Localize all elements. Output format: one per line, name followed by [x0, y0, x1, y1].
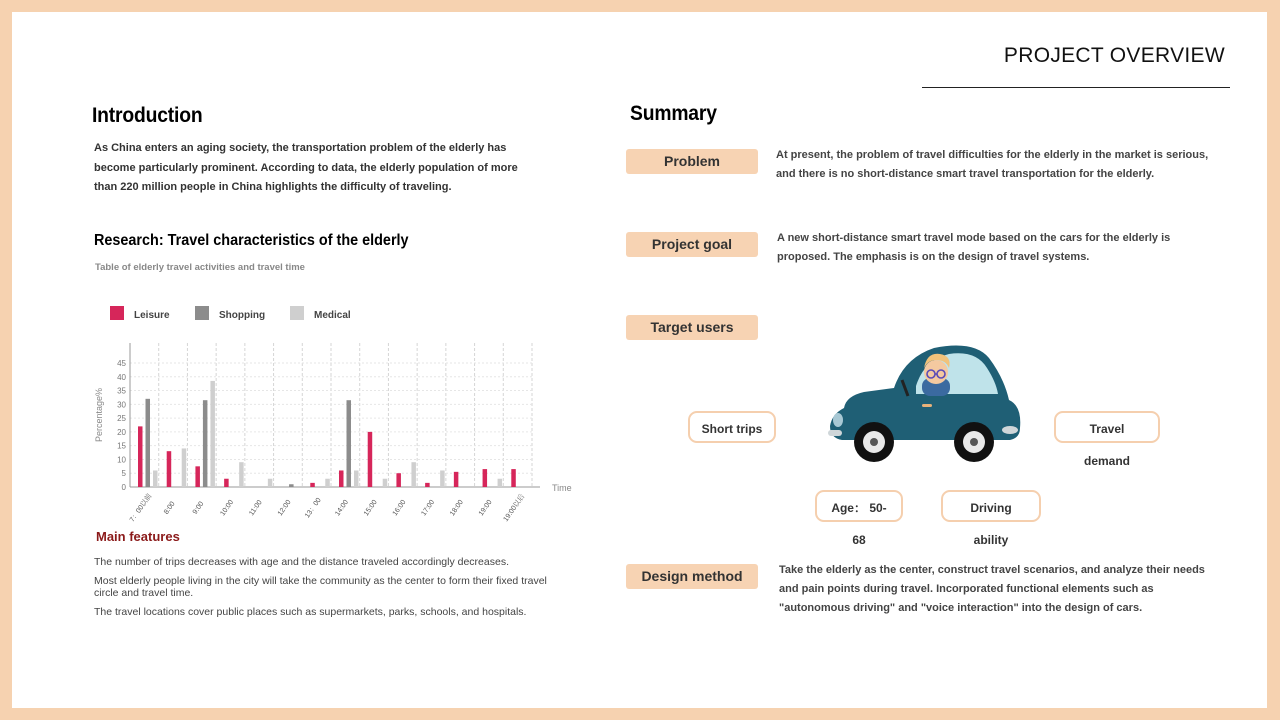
x-tick-label: 18:00	[449, 498, 465, 518]
bar-medical	[440, 470, 445, 487]
design-method-label: Design method	[626, 564, 758, 589]
legend-swatch-medical	[290, 306, 304, 320]
tag-short-trips: Short trips	[688, 411, 776, 443]
feature-item: The travel locations cover public places such as supermarkets, parks, schools, and hospitals.	[94, 605, 527, 618]
bar-medical	[210, 381, 215, 487]
legend-label-leisure: Leisure	[134, 310, 170, 321]
bar-medical	[239, 462, 244, 487]
bar-shopping	[347, 400, 352, 487]
bar-shopping	[203, 400, 208, 487]
x-tick-label: 19:00以后	[502, 493, 527, 524]
bar-leisure	[195, 466, 200, 487]
feature-item: The number of trips decreases with age and the distance traveled accordingly decreases.	[94, 556, 509, 568]
legend-swatch-shopping	[195, 306, 209, 320]
project-goal-label: Project goal	[626, 232, 758, 257]
main-features-list	[94, 556, 554, 624]
y-tick-label: 5	[121, 469, 126, 479]
y-tick-label: 40	[117, 372, 126, 382]
x-tick-label: 14:00	[334, 498, 351, 518]
problem-label: Problem	[626, 149, 758, 174]
bar-leisure	[224, 479, 229, 487]
main-features-title: Main features	[96, 529, 180, 544]
project-goal-text: A new short-distance smart travel mode based on the cars for the elderly is proposed. The emphasis is on the design of travel systems.	[777, 232, 1171, 263]
y-tick-label: 30	[117, 400, 126, 410]
header-divider	[922, 87, 1230, 88]
bar-shopping	[146, 399, 151, 487]
x-tick-label: 10:00	[219, 498, 236, 518]
tag-travel-demand: Travel demand	[1054, 411, 1160, 443]
introduction-title: Introduction	[92, 104, 203, 127]
elderly-driver-car-illustration	[824, 338, 1024, 468]
x-tick-label: 12:00	[276, 498, 293, 518]
y-tick-label: 25	[117, 414, 126, 424]
travel-chart	[72, 290, 572, 530]
legend-swatch-leisure	[110, 306, 124, 320]
research-title: Research: Travel characteristics of the elderly	[94, 232, 409, 249]
bar-medical	[498, 479, 503, 487]
x-tick-label: 9:00	[191, 500, 206, 516]
problem-text: At present, the problem of travel difficulties for the elderly in the market is serious, and there is no short-distance smart travel transportation for the elderly.	[776, 149, 1209, 180]
x-tick-label: 11:00	[248, 499, 264, 518]
bar-leisure	[310, 483, 315, 487]
bar-leisure	[339, 470, 344, 487]
bar-leisure	[454, 472, 459, 487]
bar-medical	[354, 470, 359, 487]
x-tick-label: 13：00	[304, 496, 323, 520]
page-header-title: PROJECT OVERVIEW	[1003, 44, 1225, 67]
y-tick-label: 15	[117, 441, 126, 451]
chart-caption: Table of elderly travel activities and travel time	[95, 262, 305, 273]
introduction-text: As China enters an aging society, the transportation problem of the elderly has become particularly prominent. According to data, the elderly population of more than 220 million people in China highlights the difficulty of traveling.	[94, 142, 518, 193]
bar-leisure	[167, 451, 172, 487]
bar-medical	[153, 470, 158, 487]
bar-leisure	[368, 432, 373, 487]
y-tick-label: 35	[117, 386, 126, 396]
y-tick-label: 45	[117, 359, 126, 368]
feature-item: Most elderly people living in the city will take the community as the center to form their fixed travel circle and travel time.	[94, 574, 547, 599]
bar-leisure	[483, 469, 488, 487]
summary-title: Summary	[630, 102, 717, 125]
bar-leisure	[138, 426, 143, 487]
legend-label-medical: Medical	[314, 310, 351, 321]
x-tick-label: 16:00	[391, 498, 408, 518]
bar-leisure	[396, 473, 401, 487]
y-tick-label: 10	[117, 455, 126, 465]
tag-driving-ability: Driving ability	[941, 490, 1041, 522]
bar-leisure	[425, 483, 430, 487]
bar-medical	[268, 479, 273, 487]
bar-medical	[325, 479, 330, 487]
y-tick-label: 0	[121, 483, 126, 492]
bar-shopping	[289, 484, 294, 487]
x-tick-label: 17:00	[420, 498, 437, 518]
x-tick-label: 7：00以前	[128, 492, 154, 524]
page	[12, 12, 1267, 708]
bar-medical	[182, 448, 187, 487]
y-tick-label: 20	[117, 427, 126, 437]
bar-leisure	[511, 469, 516, 487]
target-users-label: Target users	[626, 315, 758, 340]
x-axis-label: Time	[552, 483, 572, 493]
tag-age: Age： 50-68	[815, 490, 903, 522]
bar-medical	[411, 462, 416, 487]
y-axis-label: Percentage%	[94, 387, 104, 443]
x-tick-label: 8:00	[163, 500, 177, 516]
bar-medical	[383, 479, 388, 487]
design-method-text: Take the elderly as the center, construct travel scenarios, and analyze their needs and pain points during travel. Incorporated functional elements such as "autonomous driving" and "voice interaction" into the design of cars.	[779, 564, 1205, 614]
legend-label-shopping: Shopping	[219, 310, 266, 321]
x-tick-label: 15:00	[362, 498, 379, 518]
x-tick-label: 19:00	[477, 498, 494, 518]
